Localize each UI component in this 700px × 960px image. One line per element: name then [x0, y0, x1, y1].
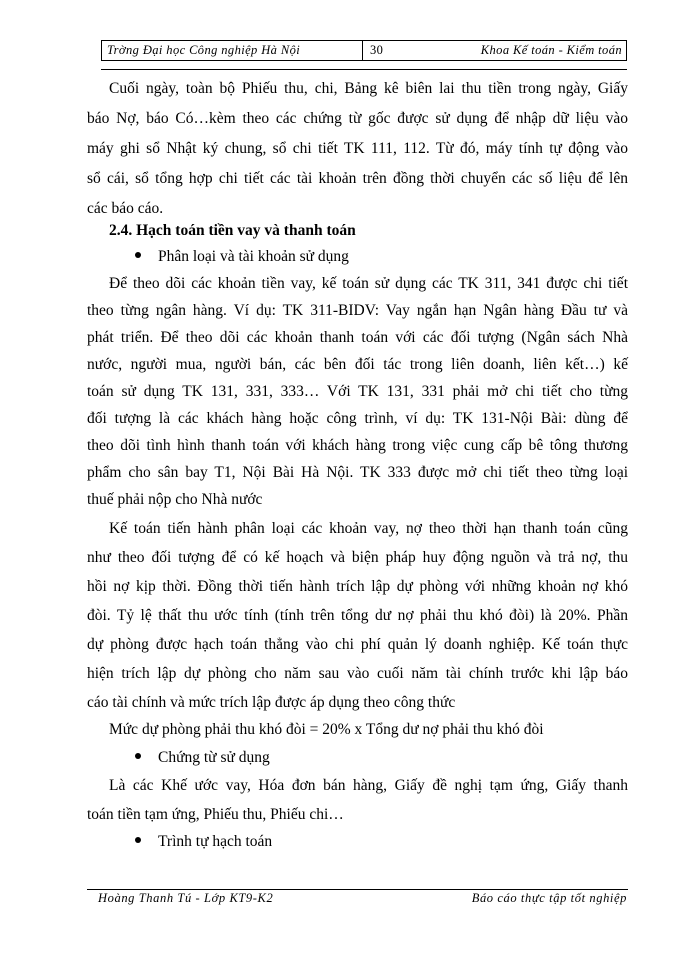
bullet-icon: [135, 252, 141, 258]
bullet-text: Phân loại và tài khoản sử dụng: [158, 248, 349, 265]
formula: Mức dự phòng phải thu khó đòi = 20% x Tổng dư nợ phải thu khó đòi: [109, 721, 544, 738]
paragraph-line: thuế phải nộp cho Nhà nước: [87, 491, 263, 508]
paragraph-line: Để theo dõi các khoản tiền vay, kế toán sử dụng các TK 311, 341 được chi tiết: [109, 275, 628, 292]
paragraph-line: toán sử dụng TK 131, 331, 333… Với TK 131, 331 phải mở chi tiết cho từng: [87, 383, 628, 400]
header-rule: [101, 69, 627, 70]
paragraph-line: phẩm cho sân bay T1, Nội Bài Hà Nội. TK 333 được mở chi tiết theo từng loại: [87, 464, 628, 481]
paragraph-line: theo từng ngân hàng. Ví dụ: TK 311-BIDV: Vay ngắn hạn Ngân hàng Đầu tư và: [87, 302, 628, 319]
paragraph-line: dự phòng được hạch toán thẳng vào chi phí quản lý doanh nghiệp. Kế toán thực: [87, 636, 628, 653]
paragraph-line: Là các Khế ước vay, Hóa đơn bán hàng, Giấy đề nghị tạm ứng, Giấy thanh: [109, 777, 628, 794]
paragraph-line: sổ cái, sổ tổng hợp chi tiết các tài khoản trên đồng thời chuyển các số liệu để lên: [87, 170, 628, 187]
bullet-item: [135, 748, 270, 768]
paragraph-line: phát triển. Để theo dõi các khoản thanh toán với các đối tượng (Ngân sách Nhà: [87, 329, 628, 346]
paragraph-line: hiện trích lập dự phòng cho năm sau vào cuối năm tài chính trước khi lập báo: [87, 665, 628, 682]
paragraph-line: Cuối ngày, toàn bộ Phiếu thu, chi, Bảng kê biên lai thu tiền trong ngày, Giấy: [109, 80, 628, 97]
header-department: Khoa Kế toán - Kiểm toán: [480, 43, 622, 57]
bullet-icon: [135, 837, 141, 843]
paragraph-line: nước, người mua, người bán, các bên đối tác trong liên doanh, liên kết…) kế: [87, 356, 628, 373]
paragraph-line: Kế toán tiến hành phân loại các khoản vay, nợ theo thời hạn thanh toán cũng: [109, 520, 628, 537]
paragraph-line: hồi nợ kịp thời. Đồng thời tiến hành trích lập dự phòng với những khoản nợ khó: [87, 578, 628, 595]
page-header: [101, 40, 627, 61]
paragraph-line: như theo đối tượng để có kế hoạch và biện pháp huy động nguồn và trả nợ, thu: [87, 549, 628, 566]
bullet-text: Chứng từ sử dụng: [158, 749, 270, 766]
paragraph-line: đòi. Tỷ lệ thất thu ước tính (tính trên tổng dư nợ phải thu khó đòi) là 20%. Phần: [87, 607, 628, 624]
footer-rule: [87, 889, 628, 890]
footer-author: Hoàng Thanh Tú - Lớp KT9-K2: [98, 891, 274, 905]
paragraph-line: theo dõi tình hình thanh toán với khách hàng trong việc cung cấp bê tông thương: [87, 437, 628, 454]
section-heading: 2.4. Hạch toán tiền vay và thanh toán: [109, 222, 356, 239]
paragraph-line: máy ghi sổ Nhật ký chung, sổ chi tiết TK 111, 112. Từ đó, máy tính tự động vào: [87, 140, 628, 157]
paragraph-line: toán tiền tạm ứng, Phiếu thu, Phiếu chi…: [87, 806, 344, 823]
paragraph-line: các báo cáo.: [87, 200, 164, 217]
footer-report-title: Báo cáo thực tập tốt nghiệp: [471, 891, 627, 905]
bullet-item: [135, 247, 349, 267]
bullet-item: [135, 832, 272, 852]
bullet-icon: [135, 753, 141, 759]
paragraph-line: đối tượng là các khách hàng hoặc công trình, ví dụ: TK 131-Nội Bài: dùng để: [87, 410, 628, 427]
page-number: 30: [370, 43, 384, 57]
bullet-text: Trình tự hạch toán: [158, 833, 273, 850]
header-divider: [362, 41, 363, 60]
header-school: Trờng Đại học Công nghiệp Hà Nội: [107, 43, 301, 57]
paragraph-line: báo Nợ, báo Có…kèm theo các chứng từ gốc được sử dụng để nhập dữ liệu vào: [87, 110, 628, 127]
paragraph-line: cáo tài chính và mức trích lập được áp dụng theo công thức: [87, 694, 456, 711]
